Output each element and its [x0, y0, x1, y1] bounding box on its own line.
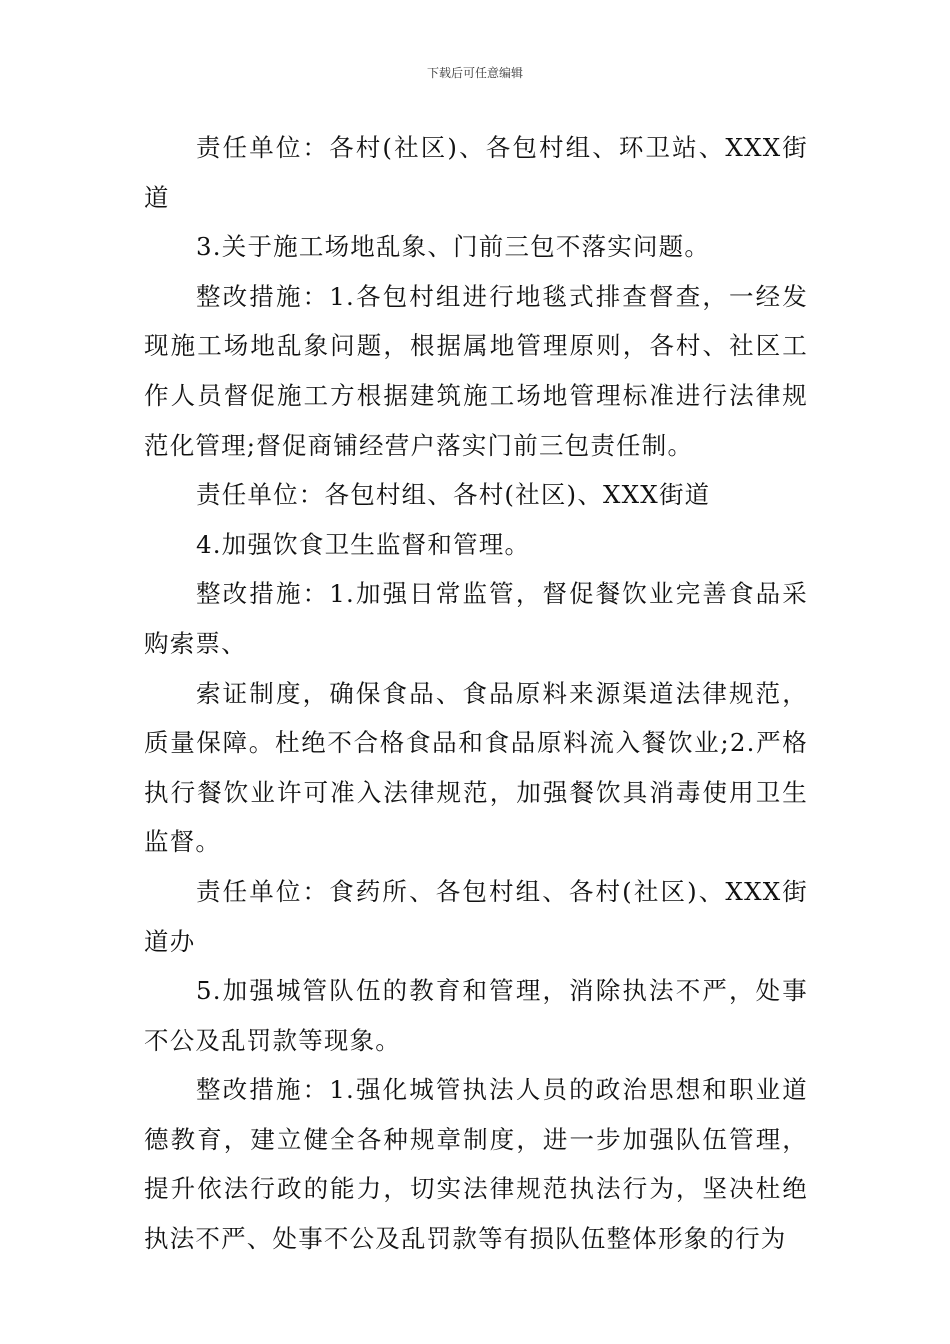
section-heading: 3.关于施工场地乱象、门前三包不落实问题。	[196, 232, 711, 262]
body-paragraph: 索证制度，确保食品、食品原料来源渠道法律规范，质量保障。杜绝不合格食品和食品原料流入餐饮业;2.严格执行餐饮业许可准入法律规范，加强餐饮具消毒使用卫生监督。	[144, 678, 808, 857]
header-note: 下载后可任意编辑	[426, 66, 523, 80]
measures-paragraph: 整改措施：1.各包村组进行地毯式排查督查，一经发现施工场地乱象问题，根据属地管理原则，各村、社区工作人员督促施工方根据建筑施工场地管理标准进行法律规范化管理;督促商铺经营户落实门前三包责任制。	[144, 281, 808, 460]
responsibility-paragraph: 责任单位：各包村组、各村(社区)、XXX街道	[196, 480, 711, 510]
section-heading: 4.加强饮食卫生监督和管理。	[196, 529, 531, 559]
document-body	[144, 123, 808, 1264]
measures-paragraph: 整改措施：1.强化城管执法人员的政治思想和职业道德教育，建立健全各种规章制度，进一步加强队伍管理，提升依法行政的能力，切实法律规范执法行为，坚决杜绝执法不严、处事不公及乱罚款等有损队伍整体形象的行为	[144, 1075, 808, 1254]
responsibility-paragraph: 责任单位：各村(社区)、各包村组、环卫站、XXX街道	[144, 133, 808, 212]
responsibility-paragraph: 责任单位：食药所、各包村组、各村(社区)、XXX街道办	[144, 876, 808, 956]
measures-paragraph: 整改措施：1.加强日常监管，督促餐饮业完善食品采购索票、	[144, 579, 808, 658]
section-heading: 5.加强城管队伍的教育和管理，消除执法不严，处事不公及乱罚款等现象。	[144, 976, 808, 1055]
